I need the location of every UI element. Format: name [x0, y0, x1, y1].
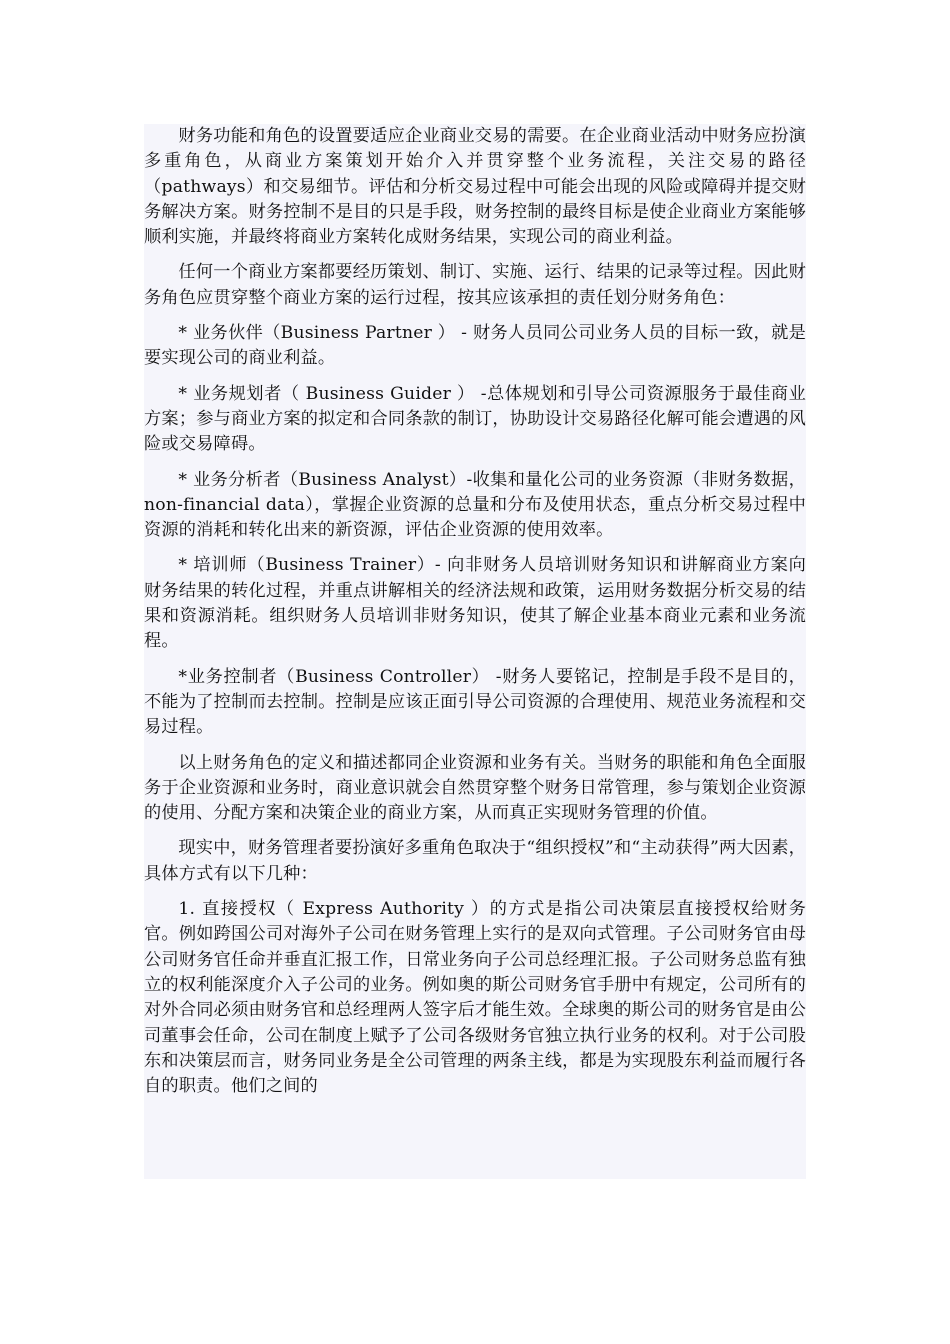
paragraph-process: 任何一个商业方案都要经历策划、制订、实施、运行、结果的记录等过程。因此财务角色应贯穿整个商业方案的运行过程，按其应该承担的责任划分财务角色： — [144, 262, 806, 308]
paragraph-role-analyst: * 业务分析者（Business Analyst）-收集和量化公司的业务资源（非财务数据，non-financial data），掌握企业资源的总量和分布及使用状态，重点分析交易过程中资源的消耗和转化出来的新资源，评估企业资源的使用效率。 — [144, 469, 806, 541]
document-body — [144, 124, 806, 1179]
paragraph-express-authority: 1. 直接授权（ Express Authority ）的方式是指公司决策层直接授权给财务官。例如跨国公司对海外子公司在财务管理上实行的是双向式管理。子公司财务官由母公司财务官任命并垂直汇报工作，日常业务向子公司总经理汇报。子公司财务总监有独立的权利能深度介入子公司的业务。例如奥的斯公司财务官手册中有规定，公司所有的对外合同必须由财务官和总经理两人签字后才能生效。全球奥的斯公司的财务官是由公司董事会任命，公司在制度上赋予了公司各级财务官独立执行业务的权利。对于公司股东和决策层而言，财务同业务是全公司管理的两条主线，都是为实现股东利益而履行各自的职责。他们之间的 — [144, 899, 806, 1097]
paragraph-summary: 以上财务角色的定义和描述都同企业资源和业务有关。当财务的职能和角色全面服务于企业资源和业务时，商业意识就会自然贯穿整个财务日常管理，参与策划企业资源的使用、分配方案和决策企业的商业方案，从而真正实现财务管理的价值。 — [144, 752, 806, 824]
paragraph-reality: 现实中，财务管理者要扮演好多重角色取决于“组织授权”和“主动获得”两大因素，具体方式有以下几种： — [144, 838, 806, 884]
paragraph-intro: 财务功能和角色的设置要适应企业商业交易的需要。在企业商业活动中财务应扮演多重角色，从商业方案策划开始介入并贯穿整个业务流程，关注交易的路径（pathways）和交易细节。评估和分析交易过程中可能会出现的风险或障碍并提交财务解决方案。财务控制不是目的只是手段，财务控制的最终目标是使企业商业方案能够顺利实施，并最终将商业方案转化成财务结果，实现公司的商业利益。 — [144, 126, 806, 248]
paragraph-role-controller: *业务控制者（Business Controller） -财务人要铭记，控制是手段不是目的，不能为了控制而去控制。控制是应该正面引导公司资源的合理使用、规范业务流程和交易过程。 — [144, 666, 806, 738]
paragraph-role-trainer: * 培训师（Business Trainer）- 向非财务人员培训财务知识和讲解商业方案向财务结果的转化过程，并重点讲解相关的经济法规和政策，运用财务数据分析交易的结果和资源消耗。组织财务人员培训非财务知识，使其了解企业基本商业元素和业务流程。 — [144, 555, 806, 652]
paragraph-role-guider: * 业务规划者（ Business Guider ） -总体规划和引导公司资源服务于最佳商业方案；参与商业方案的拟定和合同条款的制订，协助设计交易路径化解可能会遭遇的风险或交易障碍。 — [144, 383, 806, 455]
paragraph-role-partner: * 业务伙伴（Business Partner ） - 财务人员同公司业务人员的目标一致，就是要实现公司的商业利益。 — [144, 323, 806, 369]
